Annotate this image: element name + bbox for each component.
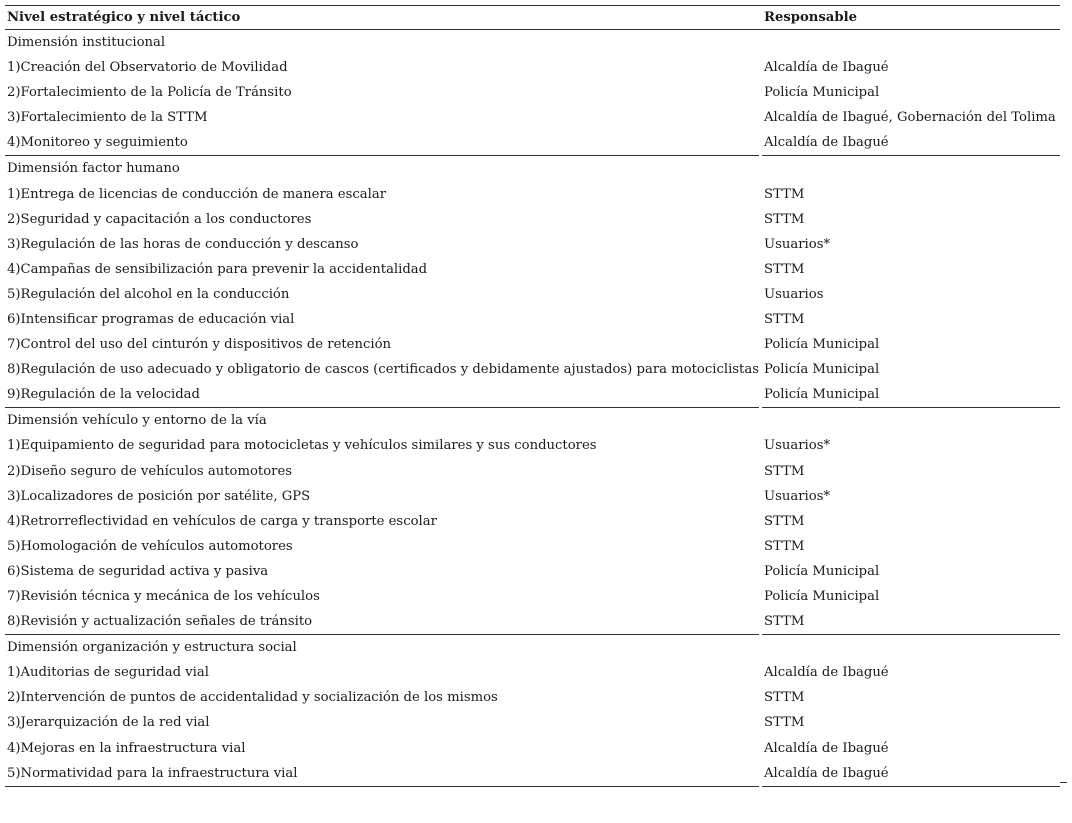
action-item: 6)Intensificar programas de educación vial [7, 311, 295, 327]
action-item: 8)Revisión y actualización señales de tránsito [5, 609, 759, 635]
table-row [5, 761, 1060, 787]
table-row [5, 105, 1060, 130]
table-row [5, 207, 1060, 232]
action-item: 3)Jerarquización de la red vial [7, 715, 210, 731]
responsible-cell: Usuarios* [764, 488, 831, 504]
table-row [5, 584, 1060, 609]
table-rule-mark [1060, 782, 1067, 783]
responsible-cell: Alcaldía de Ibagué [764, 665, 889, 681]
table-row [5, 609, 1060, 635]
table-row [5, 55, 1060, 80]
action-item: 3)Regulación de las horas de conducción y descanso [7, 236, 359, 252]
action-item: 7)Control del uso del cinturón y dispositivos de retención [7, 337, 392, 353]
responsible-cell: STTM [764, 690, 805, 706]
action-item: 2)Diseño seguro de vehículos automotores [7, 463, 293, 479]
table-row [5, 484, 1060, 509]
table-row [5, 509, 1060, 534]
action-item: 1)Entrega de licencias de conducción de manera escalar [7, 186, 387, 202]
action-item: 3)Localizadores de posición por satélite, GPS [7, 488, 311, 504]
dimension-title: Dimensión factor humano [7, 161, 180, 177]
action-item: 1)Equipamiento de seguridad para motocicletas y vehículos similares y sus conductores [7, 438, 597, 454]
table-row [5, 434, 1060, 459]
table-row [5, 660, 1060, 685]
table-row [5, 257, 1060, 282]
responsible-cell: Policía Municipal [764, 362, 880, 378]
strategy-table [5, 5, 1060, 787]
table-row [5, 232, 1060, 257]
dimension-responsible-empty [762, 408, 1060, 433]
responsible-cell: Alcaldía de Ibagué [764, 740, 889, 756]
responsible-cell: Usuarios [764, 286, 824, 302]
action-item: 4)Campañas de sensibilización para prevenir la accidentalidad [7, 261, 428, 277]
action-item: 1)Auditorias de seguridad vial [7, 665, 209, 681]
table-row [5, 559, 1060, 584]
action-item: 4)Retrorreflectividad en vehículos de carga y transporte escolar [7, 513, 437, 529]
table-row [5, 382, 1060, 408]
table-row [5, 459, 1060, 484]
responsible-cell: STTM [762, 609, 1060, 635]
responsible-cell: Policía Municipal [762, 382, 1060, 408]
dimension-row [5, 156, 1060, 181]
responsible-cell: STTM [764, 513, 805, 529]
responsible-cell: STTM [764, 186, 805, 202]
dimension-title: Dimensión vehículo y entorno de la vía [7, 413, 267, 429]
action-item: 5)Regulación del alcohol en la conducción [7, 286, 290, 302]
responsible-cell: Alcaldía de Ibagué [762, 761, 1060, 787]
header-responsible: Responsable [762, 5, 1060, 30]
table-row [5, 182, 1060, 207]
header-level: Nivel estratégico y nivel táctico [5, 5, 759, 30]
table-row [5, 711, 1060, 736]
responsible-cell: STTM [764, 211, 805, 227]
dimension-title: Dimensión institucional [7, 34, 166, 50]
action-item: 5)Homologación de vehículos automotores [7, 538, 293, 554]
responsible-cell: Policía Municipal [764, 589, 880, 604]
responsible-cell: Policía Municipal [764, 563, 880, 579]
action-item: 7)Revisión técnica y mecánica de los vehículos [7, 589, 320, 604]
responsible-cell: Alcaldía de Ibagué [762, 130, 1060, 156]
table-row [5, 307, 1060, 332]
action-item: 2)Intervención de puntos de accidentalidad y socialización de los mismos [7, 690, 498, 706]
action-item: 2)Seguridad y capacitación a los conductores [7, 211, 312, 227]
table-row [5, 332, 1060, 357]
action-item: 8)Regulación de uso adecuado y obligatorio de cascos (certificados y debidamente ajustados) para motociclistas [7, 362, 759, 378]
responsible-cell: Policía Municipal [764, 337, 880, 353]
action-item: 5)Normatividad para la infraestructura vial [5, 761, 759, 787]
table-row [5, 357, 1060, 382]
dimension-row [5, 635, 1060, 660]
dimension-responsible-empty [762, 635, 1060, 660]
table-header-row [5, 5, 1060, 30]
table-row [5, 534, 1060, 559]
action-item: 6)Sistema de seguridad activa y pasiva [7, 563, 269, 579]
table-body [5, 30, 1060, 787]
responsible-cell: Policía Municipal [764, 85, 880, 101]
responsible-cell: STTM [764, 538, 805, 554]
responsible-cell: Usuarios* [764, 438, 831, 454]
action-item: 3)Fortalecimiento de la STTM [7, 110, 208, 126]
responsible-cell: Alcaldía de Ibagué [764, 60, 889, 76]
dimension-title: Dimensión organización y estructura social [7, 640, 297, 656]
responsible-cell: Alcaldía de Ibagué, Gobernación del Tolima [764, 110, 1056, 126]
dimension-responsible-empty [762, 30, 1060, 55]
dimension-responsible-empty [762, 156, 1060, 181]
action-item: 1)Creación del Observatorio de Movilidad [7, 60, 288, 76]
responsible-cell: Usuarios* [764, 236, 831, 252]
action-item: 4)Mejoras en la infraestructura vial [7, 740, 246, 756]
responsible-cell: STTM [764, 715, 805, 731]
dimension-row [5, 30, 1060, 55]
dimension-row [5, 408, 1060, 433]
responsible-cell: STTM [764, 463, 805, 479]
table-row [5, 685, 1060, 710]
table-row [5, 282, 1060, 307]
action-item: 2)Fortalecimiento de la Policía de Tránsito [7, 85, 292, 101]
responsible-cell: STTM [764, 311, 805, 327]
table-row [5, 736, 1060, 761]
action-item: 9)Regulación de la velocidad [5, 382, 759, 408]
table-row [5, 130, 1060, 156]
responsible-cell: STTM [764, 261, 805, 277]
action-item: 4)Monitoreo y seguimiento [5, 130, 759, 156]
table-row [5, 80, 1060, 105]
